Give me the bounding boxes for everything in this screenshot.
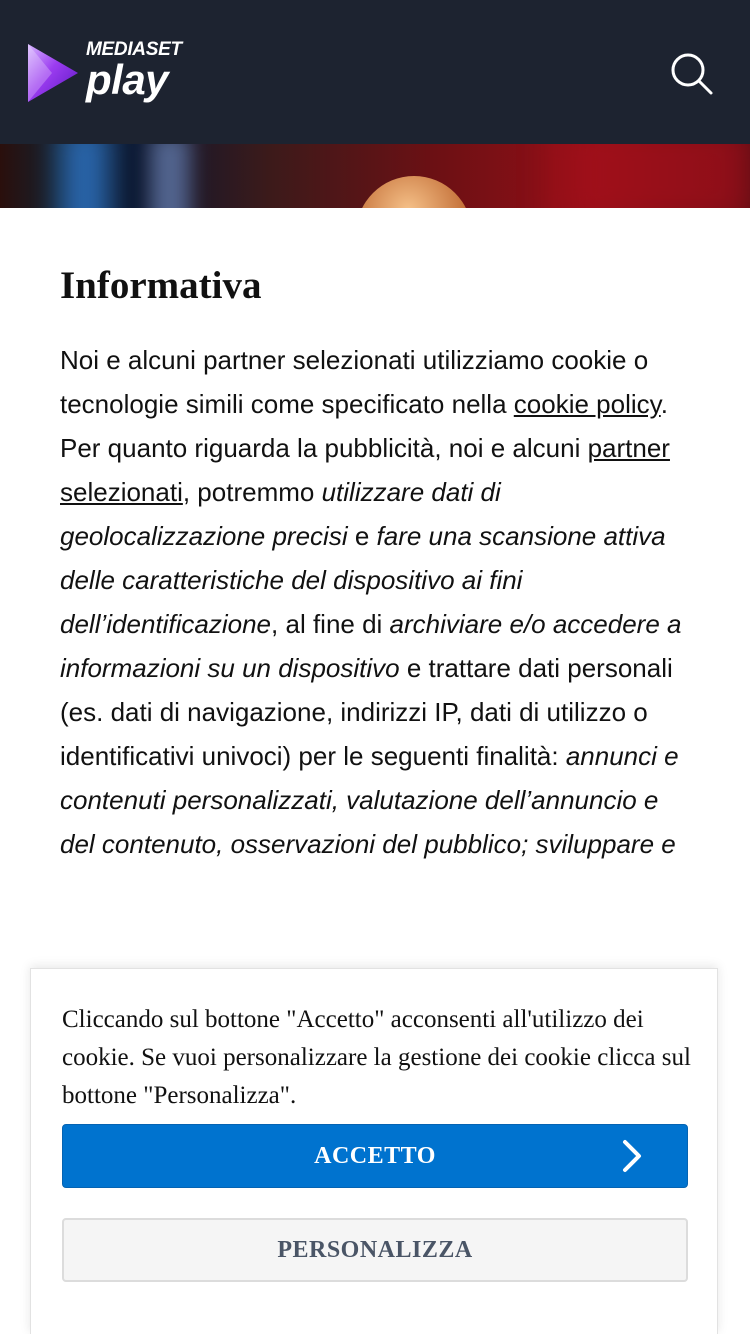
- chevron-right-icon: [621, 1139, 643, 1173]
- privacy-notice: [60, 258, 690, 938]
- notice-emphasis: annunci e contenuti personalizzati, valutazione dell’annuncio e del contenuto, osservazioni del pubblico; sviluppare e: [60, 741, 679, 859]
- hero-light-blue: [60, 144, 110, 208]
- notice-emphasis: archiviare e/o accedere a informazioni su un dispositivo: [60, 609, 682, 683]
- hero-light-grey: [150, 144, 190, 208]
- notice-text: , potremmo: [182, 477, 322, 507]
- logo-text-mediaset: MEDIASET: [86, 39, 182, 60]
- hero-image: [0, 144, 750, 208]
- notice-text: Noi e alcuni partner selezionati utilizziamo cookie o tecnologie simili come specificato nella: [60, 345, 649, 419]
- notice-text: , al fine di: [271, 609, 390, 639]
- privacy-notice-title: Informativa: [60, 264, 262, 307]
- customize-button-label: PERSONALIZZA: [277, 1237, 473, 1263]
- accept-button-label: ACCETTO: [314, 1143, 436, 1169]
- notice-text: .: [660, 389, 668, 419]
- notice-text: e trattare dati personali (es. dati di navigazione, indirizzi IP, dati di utilizzo o identificativi univoci) per le seguenti finalità:: [60, 653, 673, 771]
- customize-button[interactable]: [62, 1218, 688, 1282]
- privacy-notice-body: [60, 338, 690, 866]
- selected-partners-link[interactable]: partner selezionati: [60, 433, 670, 507]
- cookie-policy-link[interactable]: cookie policy: [513, 389, 661, 419]
- cookie-consent-panel: [30, 968, 718, 1334]
- hero-light-red: [560, 144, 750, 208]
- consent-text: Cliccando sul bottone "Accetto" acconsenti all'utilizzo dei cookie. Se vuoi personalizzare la gestione dei cookie clicca sul bottone "Personalizza".: [62, 1006, 691, 1109]
- search-icon: [668, 50, 716, 98]
- hero-ball: [356, 176, 472, 208]
- search-button[interactable]: [668, 50, 716, 98]
- mediaset-play-logo[interactable]: [24, 38, 184, 104]
- app-header: [0, 0, 750, 144]
- notice-emphasis: fare una scansione attiva delle caratteristiche del dispositivo ai fini dell’identificazione: [60, 521, 666, 639]
- notice-text: Per quanto riguarda la pubblicità, noi e alcuni: [60, 433, 588, 463]
- accept-button[interactable]: [62, 1124, 688, 1188]
- notice-emphasis: utilizzare dati di geolocalizzazione precisi: [60, 477, 501, 551]
- logo-text-play: play: [86, 56, 169, 103]
- play-triangle-icon: [24, 42, 80, 104]
- notice-text: e: [347, 521, 377, 551]
